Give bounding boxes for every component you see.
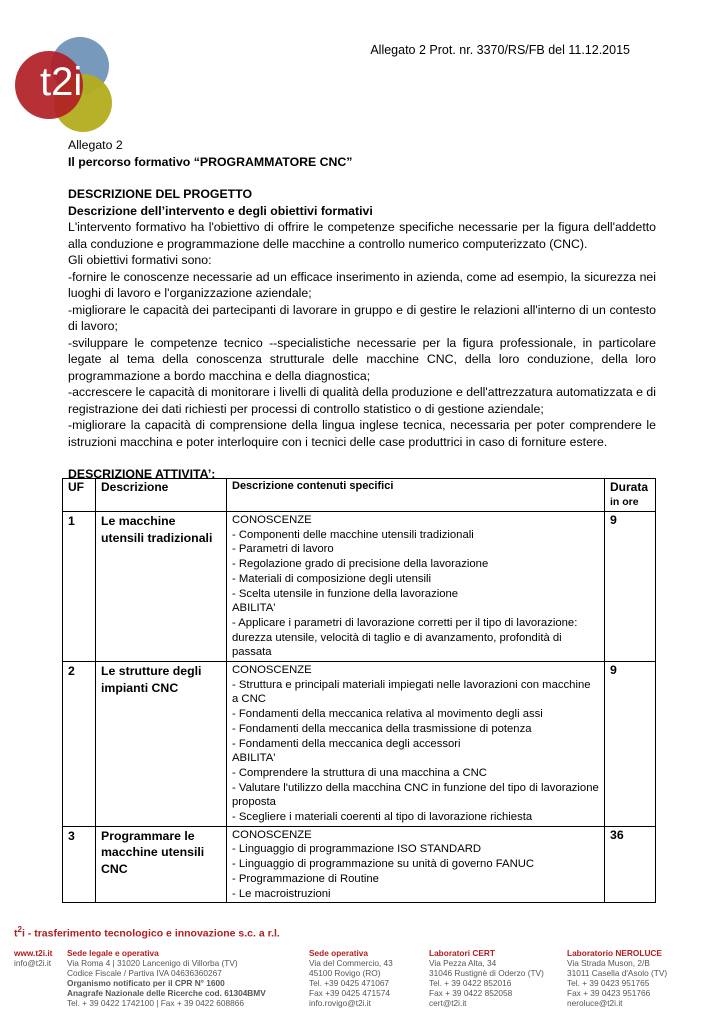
- footer-line: Tel. + 39 0423 951765: [567, 978, 650, 989]
- t2i-logo: [14, 33, 114, 133]
- company-rest: i - trasferimento tecnologico e innovazione s.c. a r.l.: [21, 927, 280, 940]
- footer-line: Via del Commercio, 43: [309, 958, 393, 969]
- content-line: CONOSCENZE: [232, 514, 312, 526]
- document-body: [68, 137, 656, 483]
- intro-paragraph: L'intervento formativo ha l'obiettivo di offrire le competenze specifiche necessarie per la figura dell'addetto alla conduzione e programmazione delle macchine a controllo numerico computerizzato (CNC).: [68, 220, 656, 251]
- content-line: - Programmazione di Routine: [232, 872, 379, 885]
- content-line: - Parametri di lavoro: [232, 543, 334, 556]
- content-line: - Linguaggio di programmazione ISO STANDARD: [232, 843, 482, 856]
- allegato-label: Allegato 2: [68, 138, 123, 152]
- header-uf: UF: [63, 479, 96, 512]
- header-duration: [605, 479, 656, 512]
- content-line: - Struttura e principali materiali impiegati nelle lavorazioni con macchine a CNC: [232, 678, 591, 706]
- content-line: CONOSCENZE: [232, 664, 312, 677]
- intervention-heading: Descrizione dell’intervento e degli obiettivi formativi: [68, 203, 373, 218]
- row-duration: 36: [605, 826, 656, 903]
- t2i-logo-graphic: [14, 33, 114, 133]
- footer-line: Fax + 39 0423 951766: [567, 988, 651, 999]
- content-line: - Componenti delle macchine utensili tradizionali: [232, 528, 474, 541]
- row-description: Programmare le macchine utensili CNC: [96, 826, 227, 903]
- logo-text: t2i: [40, 60, 83, 104]
- table-header-row: [63, 479, 656, 512]
- footer-company-name: [14, 925, 280, 940]
- content-line: - Scelta utensile in funzione della lavorazione: [232, 587, 459, 600]
- footer-laboratori-cert: [429, 948, 544, 1009]
- content-line: - Valutare l'utilizzo della macchina CNC in funzione del tipo di lavorazione proposta: [232, 781, 599, 809]
- content-line: - Fondamenti della meccanica relativa al movimento degli assi: [232, 708, 543, 721]
- row-uf: 1: [63, 512, 96, 662]
- row-description: Le macchine utensili tradizionali: [96, 512, 227, 662]
- header-duration-label: Durata: [610, 480, 649, 494]
- content-line: ABILITA': [232, 752, 276, 765]
- footer-line[interactable]: neroluce@t2i.it: [567, 998, 623, 1009]
- content-line: - Fondamenti della meccanica degli accessori: [232, 737, 461, 750]
- footer-line[interactable]: cert@t2i.it: [429, 998, 467, 1009]
- footer-web: [14, 948, 52, 968]
- content-line: - Applicare i parametri di lavorazione corretti per il tipo di lavorazione: durezza utensile, velocità di taglio e di avanzamento, profondità di passata: [232, 616, 578, 659]
- footer-col-title: Sede legale e operativa: [67, 948, 159, 958]
- objective-item: -sviluppare le competenze tecnico --specialistiche necessarie per la figura professionale, in particolare legate al tema della conoscenza strutturale delle macchine CNC, della loro conduzione, della loro programmazione a bordo macchina e della diagnostica;: [68, 335, 656, 383]
- protocol-reference: Allegato 2 Prot. nr. 3370/RS/FB del 11.12.2015: [370, 43, 630, 57]
- header-contents: Descrizione contenuti specifici: [227, 479, 605, 512]
- footer-line: Fax +39 0425 471574: [309, 988, 390, 999]
- row-duration: 9: [605, 512, 656, 662]
- footer-sede-legale: [67, 948, 266, 1009]
- footer-line: Fax + 39 0422 852058: [429, 988, 513, 999]
- activities-table: [62, 478, 656, 903]
- content-line: ABILITA': [232, 602, 276, 615]
- content-line: - Le macroistruzioni: [232, 887, 331, 900]
- footer-col-title: Sede operativa: [309, 948, 369, 958]
- footer-col-title: Laboratorio NEROLUCE: [567, 948, 662, 958]
- row-contents: [227, 826, 605, 903]
- email-link[interactable]: info@t2i.it: [14, 958, 52, 969]
- footer-line: Via Roma 4 | 31020 Lancenigo di Villorba (TV): [67, 958, 238, 969]
- footer-line: Tel. +39 0425 471067: [309, 978, 390, 989]
- course-title: Il percorso formativo “PROGRAMMATORE CNC”: [68, 154, 353, 169]
- row-contents: [227, 662, 605, 827]
- footer-sede-operativa: [309, 948, 393, 1009]
- row-contents: [227, 512, 605, 662]
- table-row: [63, 826, 656, 903]
- footer-line: 45100 Rovigo (RO): [309, 968, 381, 979]
- content-line: CONOSCENZE: [232, 828, 312, 841]
- footer-line: Codice Fiscale / Partiva IVA 04636360267: [67, 968, 222, 979]
- objective-item: -migliorare le capacità dei partecipanti di lavorare in gruppo e di gestire le relazioni all'interno di un contesto di lavoro;: [68, 302, 656, 333]
- project-heading: DESCRIZIONE DEL PROGETTO: [68, 187, 253, 201]
- footer-line: Tel. + 39 0422 1742100 | Fax + 39 0422 608866: [67, 998, 244, 1009]
- footer-line: 31011 Casella d'Asolo (TV): [567, 968, 668, 979]
- header-description: Descrizione: [96, 479, 227, 512]
- footer-line[interactable]: info.rovigo@t2i.it: [309, 998, 371, 1009]
- footer-line: Anagrafe Nazionale delle Ricerche cod. 61304BMV: [67, 988, 266, 999]
- content-line: - Materiali di composizione degli utensili: [232, 572, 432, 585]
- footer-laboratorio-neroluce: [567, 948, 667, 1009]
- objective-item: -fornire le conoscenze necessarie ad un efficace inserimento in azienda, come ad esempio, la sicurezza nei luoghi di lavoro e l'organizzazione aziendale;: [68, 269, 656, 300]
- header-duration-unit: in ore: [610, 496, 639, 508]
- row-uf: 3: [63, 826, 96, 903]
- content-line: - Fondamenti della meccanica della trasmissione di potenza: [232, 722, 532, 735]
- row-uf: 2: [63, 662, 96, 827]
- objectives-label: Gli obiettivi formativi sono:: [68, 253, 212, 267]
- footer-line: 31046 Rustignè di Oderzo (TV): [429, 968, 544, 979]
- content-line: - Linguaggio di programmazione su unità di governo FANUC: [232, 858, 535, 871]
- row-duration: 9: [605, 662, 656, 827]
- footer-col-title: Laboratori CERT: [429, 948, 495, 958]
- table-row: [63, 662, 656, 827]
- objective-item: -accrescere le capacità di monitorare i livelli di qualità della produzione e dell'attrezzatura automatizzata e di registrazione dei dati richiesti per processi di controllo statistico o di gestione aziendale;: [68, 385, 656, 416]
- company-prefix: t: [14, 927, 18, 940]
- company-sup: 2: [17, 925, 22, 934]
- footer-line: Tel. + 39 0422 852016: [429, 978, 512, 989]
- row-description: Le strutture degli impianti CNC: [96, 662, 227, 827]
- content-line: - Comprendere la struttura di una macchina a CNC: [232, 766, 487, 779]
- activities-heading: DESCRIZIONE ATTIVITA’:: [68, 467, 216, 481]
- objective-item: -migliorare la capacità di comprensione della lingua inglese tecnica, necessaria per poter comprendere le istruzioni macchina e poter interloquire con i tecnici delle case produttrici in caso di forniture estere.: [68, 418, 656, 449]
- content-line: - Regolazione grado di precisione della lavorazione: [232, 558, 489, 571]
- table-row: [63, 512, 656, 662]
- website-link[interactable]: www.t2i.it: [14, 948, 53, 958]
- footer-line: Via Strada Muson, 2/B: [567, 958, 650, 969]
- footer-line: Via Pezza Alta, 34: [429, 958, 497, 969]
- content-line: - Scegliere i materiali coerenti al tipo di lavorazione richiesta: [232, 811, 533, 824]
- footer-line: Organismo notificato per il CPR N° 1600: [67, 978, 225, 989]
